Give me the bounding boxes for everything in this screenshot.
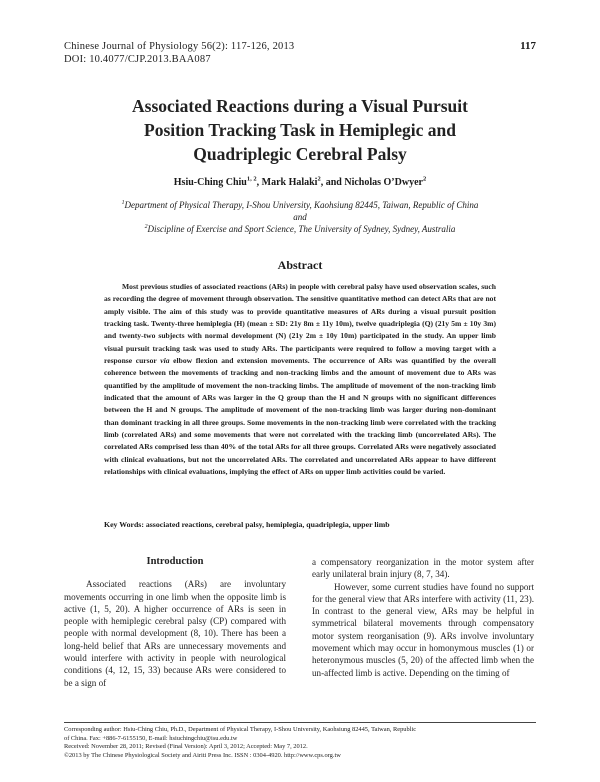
affiliation-1: $^1$Department of Physical Therapy, I-Shou University, Kaohsiung 82445, Taiwan, Republic of China: [121, 200, 479, 210]
footnote-dates: Received: November 28, 2011; Revised (Final Version): April 3, 2012; Accepted: May 7, 2012.: [64, 743, 308, 751]
title-line-1: Associated Reactions during a Visual Pursuit: [132, 96, 468, 116]
footnote: [64, 726, 536, 760]
footnote-corresponding: Corresponding author: Hsiu-Ching Chiu, Ph.D., Department of Physical Therapy, I-Shou University, Kaohsiung 82445, Taiwan, Republic: [64, 726, 417, 733]
author-separator: , and: [320, 177, 345, 188]
title-line-2: Position Tracking Task in Hemiplegic and: [144, 120, 456, 140]
author-1: Hsiu-Ching Chiu: [173, 177, 247, 188]
abstract-body: [104, 281, 496, 479]
running-header: [64, 40, 294, 66]
affiliation-and: and: [293, 212, 307, 222]
abstract-paragraph: Most previous studies of associated reactions (ARs) in people with cerebral palsy have used observation scales, such as recording the degree of movement through observation. The sensitive quantitative method can detect ARs that are not amply visible. The aim of this study was to provide quantitative measures of ARs during a visual pursuit position tracking task. Twenty-three hemiplegia (H) (mean ± SD: 21y 8m ± 11y 10m), twelve quadriplegia (Q) (21y 5m ± 10y 3m) and twenty-two subjects with normal development (N) (21y 2m ± 10y 10m) participated in the study. An upper limb visual pursuit tracking task was used to study ARs. The participants were required to follow a moving target with a response cursor via elbow flexion and extension movements. The occurrence of ARs was quantified by the overall coherence between the movements of tracking and non-tracking limbs and the amount of movement due to ARs was quantified by the amplitude of movement the non-tracking limbs. The amplitude of movement of the non-tracking limb indicated that the amount of ARs was larger in the Q group than the H and N groups with no significant differences between the H and N groups. The amplitude of movement of the non-tracking limb was larger during non-dominant than dominant tracking in all three groups. Some movements in the non-tracking limb were correlated with the tracking limb (correlated ARs) and some movements that were not correlated with the tracking limb (uncorrelated ARs). The correlated ARs comprised less than 40% of the total ARs for all three groups. Correlated ARs were negatively associated with clinical evaluations, but not the uncorrelated ARs. The correlated and uncorrelated ARs appear to have different relationships with clinical evaluations, implying the effect of ARs on upper limb activities could be varied.: [104, 282, 497, 477]
footnote-copyright: ©2013 by The Chinese Physiological Society and Airiti Press Inc. ISSN : 0304-4920. http://www.cps.org.tw: [64, 751, 341, 759]
affiliation-2: $^2$Discipline of Exercise and Sport Science, The University of Sydney, Sydney, Australia: [144, 224, 456, 234]
introduction-heading: Introduction: [146, 556, 204, 567]
author-2: Mark Halaki: [261, 177, 318, 188]
doi: DOI: 10.4077/CJP.2013.BAA087: [64, 54, 211, 65]
author-separator: ,: [256, 177, 262, 188]
author-3-affiliation: 2: [422, 175, 427, 183]
intro-paragraph-continued: a compensatory reorganization in the motor system after early unilateral brain injury (8, 7, 34).: [312, 557, 534, 580]
author-list: [60, 177, 540, 188]
footnote-contact: of China. Fax: +886-7-6155150, E-mail: hsiuchingchiu@isu.edu.tw: [64, 734, 238, 742]
author-1-affiliation: 1, 2: [246, 175, 257, 183]
footnote-divider: [64, 722, 536, 723]
intro-paragraph-2: However, some current studies have found no support for the general view that ARs interfere with activity (11, 23). In contrast to the general view, ARs may be helpful in symmetrical bilateral movements through compensatory motor system reorganisation (9). ARs involve involuntary movement which may occur in homonymous muscles (1) or heteronymous muscles (5, 20) of the affected limb when the un-affected limb is active. Depending on the timing of: [312, 581, 534, 678]
author-2-affiliation: 2: [317, 175, 321, 183]
title-line-3: Quadriplegic Cerebral Palsy: [193, 144, 407, 164]
right-column: [312, 556, 534, 679]
article-title: [60, 94, 540, 166]
keywords: Key Words: associated reactions, cerebral palsy, hemiplegia, quadriplegia, upper limb: [104, 520, 390, 529]
page-number: 117: [520, 40, 536, 52]
author-3: Nicholas O’Dwyer: [344, 177, 423, 188]
journal-citation: Chinese Journal of Physiology 56(2): 117-126, 2013: [64, 41, 295, 52]
intro-paragraph-1: Associated reactions (ARs) are involuntary movements occurring in one limb when the opposite limb is active (1, 5, 20). A higher occurrence of ARs is seen in people with hemiplegic cerebral palsy (CP) compared with people with normal development (8, 10). There has been a long-held belief that ARs are unnecessary movements and would interfere with activity in people with neurological conditions (4, 12, 15, 33) because ARs were considered to be a sign of: [64, 579, 286, 688]
abstract-heading: Abstract: [277, 258, 323, 272]
affiliations: [70, 199, 530, 235]
left-column: [64, 556, 286, 689]
